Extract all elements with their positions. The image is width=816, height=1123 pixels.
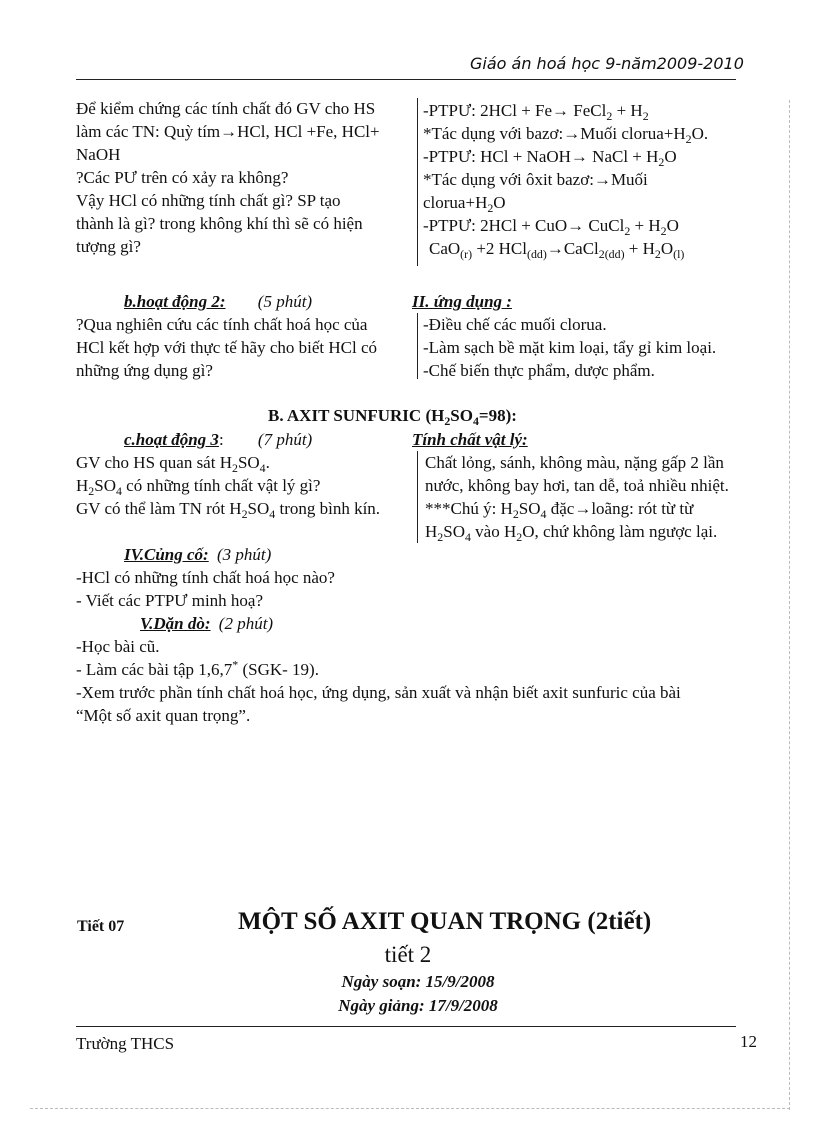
- consolidation-list: [76, 566, 335, 612]
- text-line: GV có thể làm TN rót $H_2SO_4$ trong bình kín.: [76, 499, 381, 521]
- block2-right-column: [423, 313, 716, 382]
- equation-line: $clorua+H_2O$: [423, 193, 506, 215]
- homework-label: V.Dặn dò:: [140, 614, 211, 633]
- block2-left-column: [76, 313, 377, 382]
- text-line: NaOH: [76, 145, 121, 164]
- text-line: - Viết các PTPƯ minh hoạ?: [76, 591, 264, 610]
- equation-line: -PTPƯ: HCl + NaOH→ NaCl + $H_2O$: [423, 147, 677, 169]
- text-line: GV cho HS quan sát $H_2SO_4$.: [76, 453, 270, 475]
- lesson-subtitle: tiết 2: [384, 942, 432, 967]
- equation-line: -PTPƯ: 2HCl + CuO→ CuCl$_2$ + $H_2O$: [423, 216, 679, 238]
- text-line: thành là gì? trong không khí thì sẽ có hiện: [76, 214, 363, 233]
- activity-time: (7 phút): [257, 430, 313, 449]
- section-title-sulfuric-acid: B. AXIT SUNFURIC $(H_2SO_4=98)$:: [268, 406, 517, 428]
- text-line: -HCl có những tính chất hoá học nào?: [76, 568, 335, 587]
- text-line: Để kiểm chứng các tính chất đó GV cho HS: [76, 99, 376, 118]
- text-line: những ứng dụng gì?: [76, 361, 213, 380]
- column-divider: [417, 98, 418, 266]
- consolidation-label: IV.Củng cố:: [124, 545, 209, 564]
- text-line: ?Các PƯ trên có xảy ra không?: [76, 168, 289, 187]
- activity-2-heading: [124, 290, 312, 313]
- block3-left-column: [76, 451, 380, 520]
- column-divider: [417, 451, 418, 543]
- teaching-date: Ngày giảng: 17/9/2008: [338, 996, 498, 1015]
- text-line: ***Chú ý: $H_2SO_4$ đặc→loãng: rót từ từ: [425, 499, 694, 521]
- block3-right-column: [425, 451, 729, 543]
- block1-left-column: [76, 97, 380, 258]
- section-heading-applications: II. ứng dụng :: [412, 292, 512, 311]
- text-line: tượng gì?: [76, 237, 141, 256]
- page-shadow-right: [789, 100, 790, 1110]
- text-line: nước, không bay hơi, tan dễ, toả nhiều nhiệt.: [425, 476, 729, 495]
- preparation-date: Ngày soạn: 15/9/2008: [341, 972, 495, 991]
- text-line: HCl kết hợp với thực tế hãy cho biết HCl có: [76, 338, 378, 357]
- page-number: 12: [740, 1032, 757, 1051]
- homework-time: (2 phút): [218, 614, 274, 633]
- text-line: Vậy HCl có những tính chất gì? SP tạo: [76, 191, 341, 210]
- document-header: Giáo án hoá học 9-năm2009-2010: [470, 54, 744, 73]
- text-line: -Điều chế các muối clorua.: [423, 315, 607, 334]
- text-line: -Làm sạch bề mặt kim loại, tẩy gỉ kim loại.: [423, 338, 717, 357]
- activity-label: c.hoạt động 3: [124, 430, 219, 449]
- homework-heading: [140, 612, 273, 635]
- activity-3-heading: c.hoạt động 3: (7 phút): [124, 430, 313, 449]
- text-line: làm các TN: Quỳ tím→HCl, HCl +Fe, HCl+: [76, 122, 380, 141]
- text-line: - Làm các bài tập 1,6,7* (SGK- 19).: [76, 657, 319, 679]
- consolidation-heading: [124, 543, 271, 566]
- consolidation-time: (3 phút): [216, 545, 272, 564]
- text-line: “Một số axit quan trọng”.: [76, 706, 251, 725]
- equation-line: -PTPƯ: 2HCl + Fe→ FeCl$_2$ + $H_2$: [423, 101, 649, 123]
- text-line: Chất lỏng, sánh, không màu, nặng gấp 2 lần: [425, 453, 724, 472]
- text-line: -Học bài cũ.: [76, 637, 160, 656]
- equation-line: CaO$_{(r)}$ +2 HCl$_{(dd)}$→CaCl$_{2(dd)}$ + $H_2O_{(l)}$: [429, 239, 685, 261]
- lesson-period: Tiết 07: [77, 918, 125, 935]
- equation-line: *Tác dụng với ôxit bazơ:→Muối: [423, 170, 648, 189]
- text-line: ?Qua nghiên cứu các tính chất hoá học của: [76, 315, 368, 334]
- block1-right-column: [423, 99, 708, 260]
- footer-rule: [76, 1026, 736, 1027]
- lesson-title: MỘT SỐ AXIT QUAN TRỌNG (2tiết): [238, 908, 652, 935]
- footer-school: Trường THCS: [76, 1034, 175, 1053]
- text-line: -Chế biến thực phẩm, dược phẩm.: [423, 361, 655, 380]
- activity-label: b.hoạt động 2:: [124, 292, 226, 311]
- activity-time: (5 phút): [257, 292, 313, 311]
- text-line: -Xem trước phần tính chất hoá học, ứng dụng, sản xuất và nhận biết axit sunfuric của bài: [76, 683, 681, 702]
- homework-list: [76, 635, 681, 727]
- equation-line: *Tác dụng với bazơ:→Muối $clorua+H_2O$.: [423, 124, 709, 146]
- header-rule: [76, 79, 736, 80]
- section-heading-physical-properties: Tính chất vật lý:: [412, 430, 528, 449]
- column-divider: [417, 313, 418, 379]
- page-shadow-bottom: [30, 1108, 790, 1109]
- text-line: $H_2SO_4$ vào $H_2O$, chứ không làm ngược lại.: [425, 522, 718, 544]
- text-line: $H_2SO_4$ có những tính chất vật lý gì?: [76, 476, 321, 498]
